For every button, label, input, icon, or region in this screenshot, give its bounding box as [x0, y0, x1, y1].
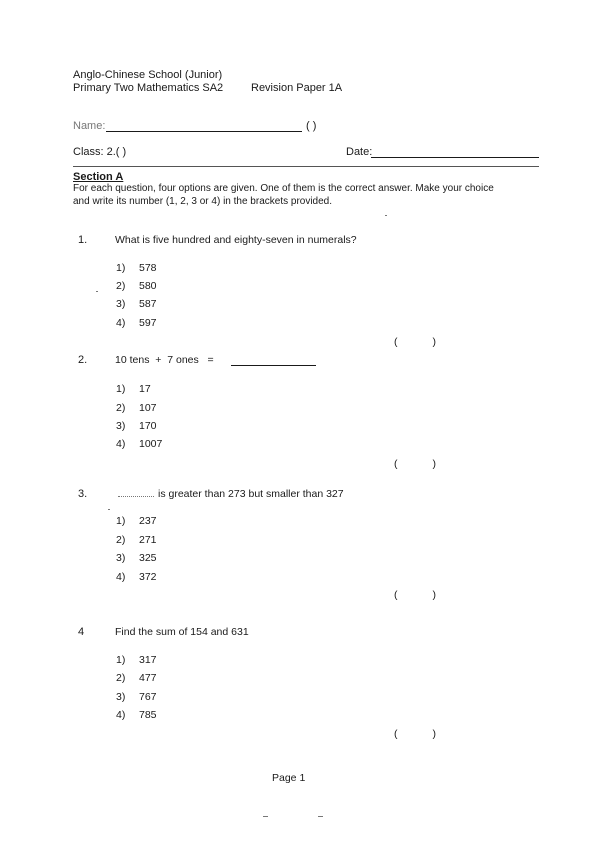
- option-label: 4): [116, 317, 126, 329]
- option-label: 4): [116, 438, 126, 450]
- option-value: 325: [139, 552, 157, 564]
- option-value: 271: [139, 534, 157, 546]
- option-value: 580: [139, 280, 157, 292]
- option-label: 1): [116, 515, 126, 527]
- option-label: 3): [116, 552, 126, 564]
- answer-bracket[interactable]: ( ): [394, 458, 436, 470]
- question-number: 3.: [78, 488, 88, 500]
- option-value: 1007: [139, 438, 163, 450]
- option-label: 1): [116, 262, 126, 274]
- option-value: 578: [139, 262, 157, 274]
- section-instructions-line2: and write its number (1, 2, 3 or 4) in the brackets provided.: [73, 196, 333, 207]
- answer-bracket[interactable]: ( ): [394, 589, 436, 601]
- option-value: 372: [139, 571, 157, 583]
- name-field[interactable]: [106, 119, 302, 132]
- question-text: is greater than 273 but smaller than 327: [158, 488, 344, 500]
- scan-speck: [263, 816, 268, 817]
- option-label: 2): [116, 672, 126, 684]
- option-value: 597: [139, 317, 157, 329]
- register-number-bracket: ( ): [306, 120, 317, 132]
- question-text: What is five hundred and eighty-seven in numerals?: [115, 234, 357, 246]
- answer-bracket[interactable]: ( ): [394, 336, 436, 348]
- option-label: 2): [116, 402, 126, 414]
- option-label: 3): [116, 691, 126, 703]
- question-number: 2.: [78, 354, 88, 366]
- option-value: 17: [139, 383, 151, 395]
- date-label: Date:: [346, 146, 373, 158]
- answer-bracket[interactable]: ( ): [394, 728, 436, 740]
- school-name: Anglo-Chinese School (Junior): [73, 69, 223, 81]
- option-label: 1): [116, 654, 126, 666]
- scan-speck: [108, 509, 110, 510]
- option-value: 767: [139, 691, 157, 703]
- answer-blank[interactable]: [231, 353, 316, 366]
- option-value: 107: [139, 402, 157, 414]
- section-instructions-line1: For each question, four options are given. One of them is the correct answer. Make your choice: [73, 183, 494, 194]
- class-label: Class: 2.( ): [73, 146, 127, 158]
- paper-title: Revision Paper 1A: [251, 82, 343, 94]
- question-number: 4: [78, 626, 85, 638]
- scan-speck: [385, 215, 387, 216]
- option-value: 317: [139, 654, 157, 666]
- option-label: 3): [116, 298, 126, 310]
- question-number: 1.: [78, 234, 88, 246]
- scan-speck: [96, 291, 98, 292]
- header-divider: [73, 166, 539, 167]
- question-text: Find the sum of 154 and 631: [115, 626, 249, 638]
- section-title: Section A: [73, 171, 124, 183]
- option-value: 587: [139, 298, 157, 310]
- scan-speck: [318, 816, 323, 817]
- option-value: 477: [139, 672, 157, 684]
- question-text: 10 tens + 7 ones =: [115, 354, 214, 366]
- option-label: 4): [116, 571, 126, 583]
- option-label: 4): [116, 709, 126, 721]
- option-label: 2): [116, 280, 126, 292]
- subject-title: Primary Two Mathematics SA2: [73, 82, 224, 94]
- date-field[interactable]: [371, 145, 539, 158]
- answer-blank[interactable]: [118, 496, 154, 497]
- page-number: Page 1: [272, 772, 306, 784]
- option-label: 2): [116, 534, 126, 546]
- option-value: 237: [139, 515, 157, 527]
- option-value: 785: [139, 709, 157, 721]
- option-value: 170: [139, 420, 157, 432]
- option-label: 3): [116, 420, 126, 432]
- name-label: Name:: [73, 120, 106, 132]
- option-label: 1): [116, 383, 126, 395]
